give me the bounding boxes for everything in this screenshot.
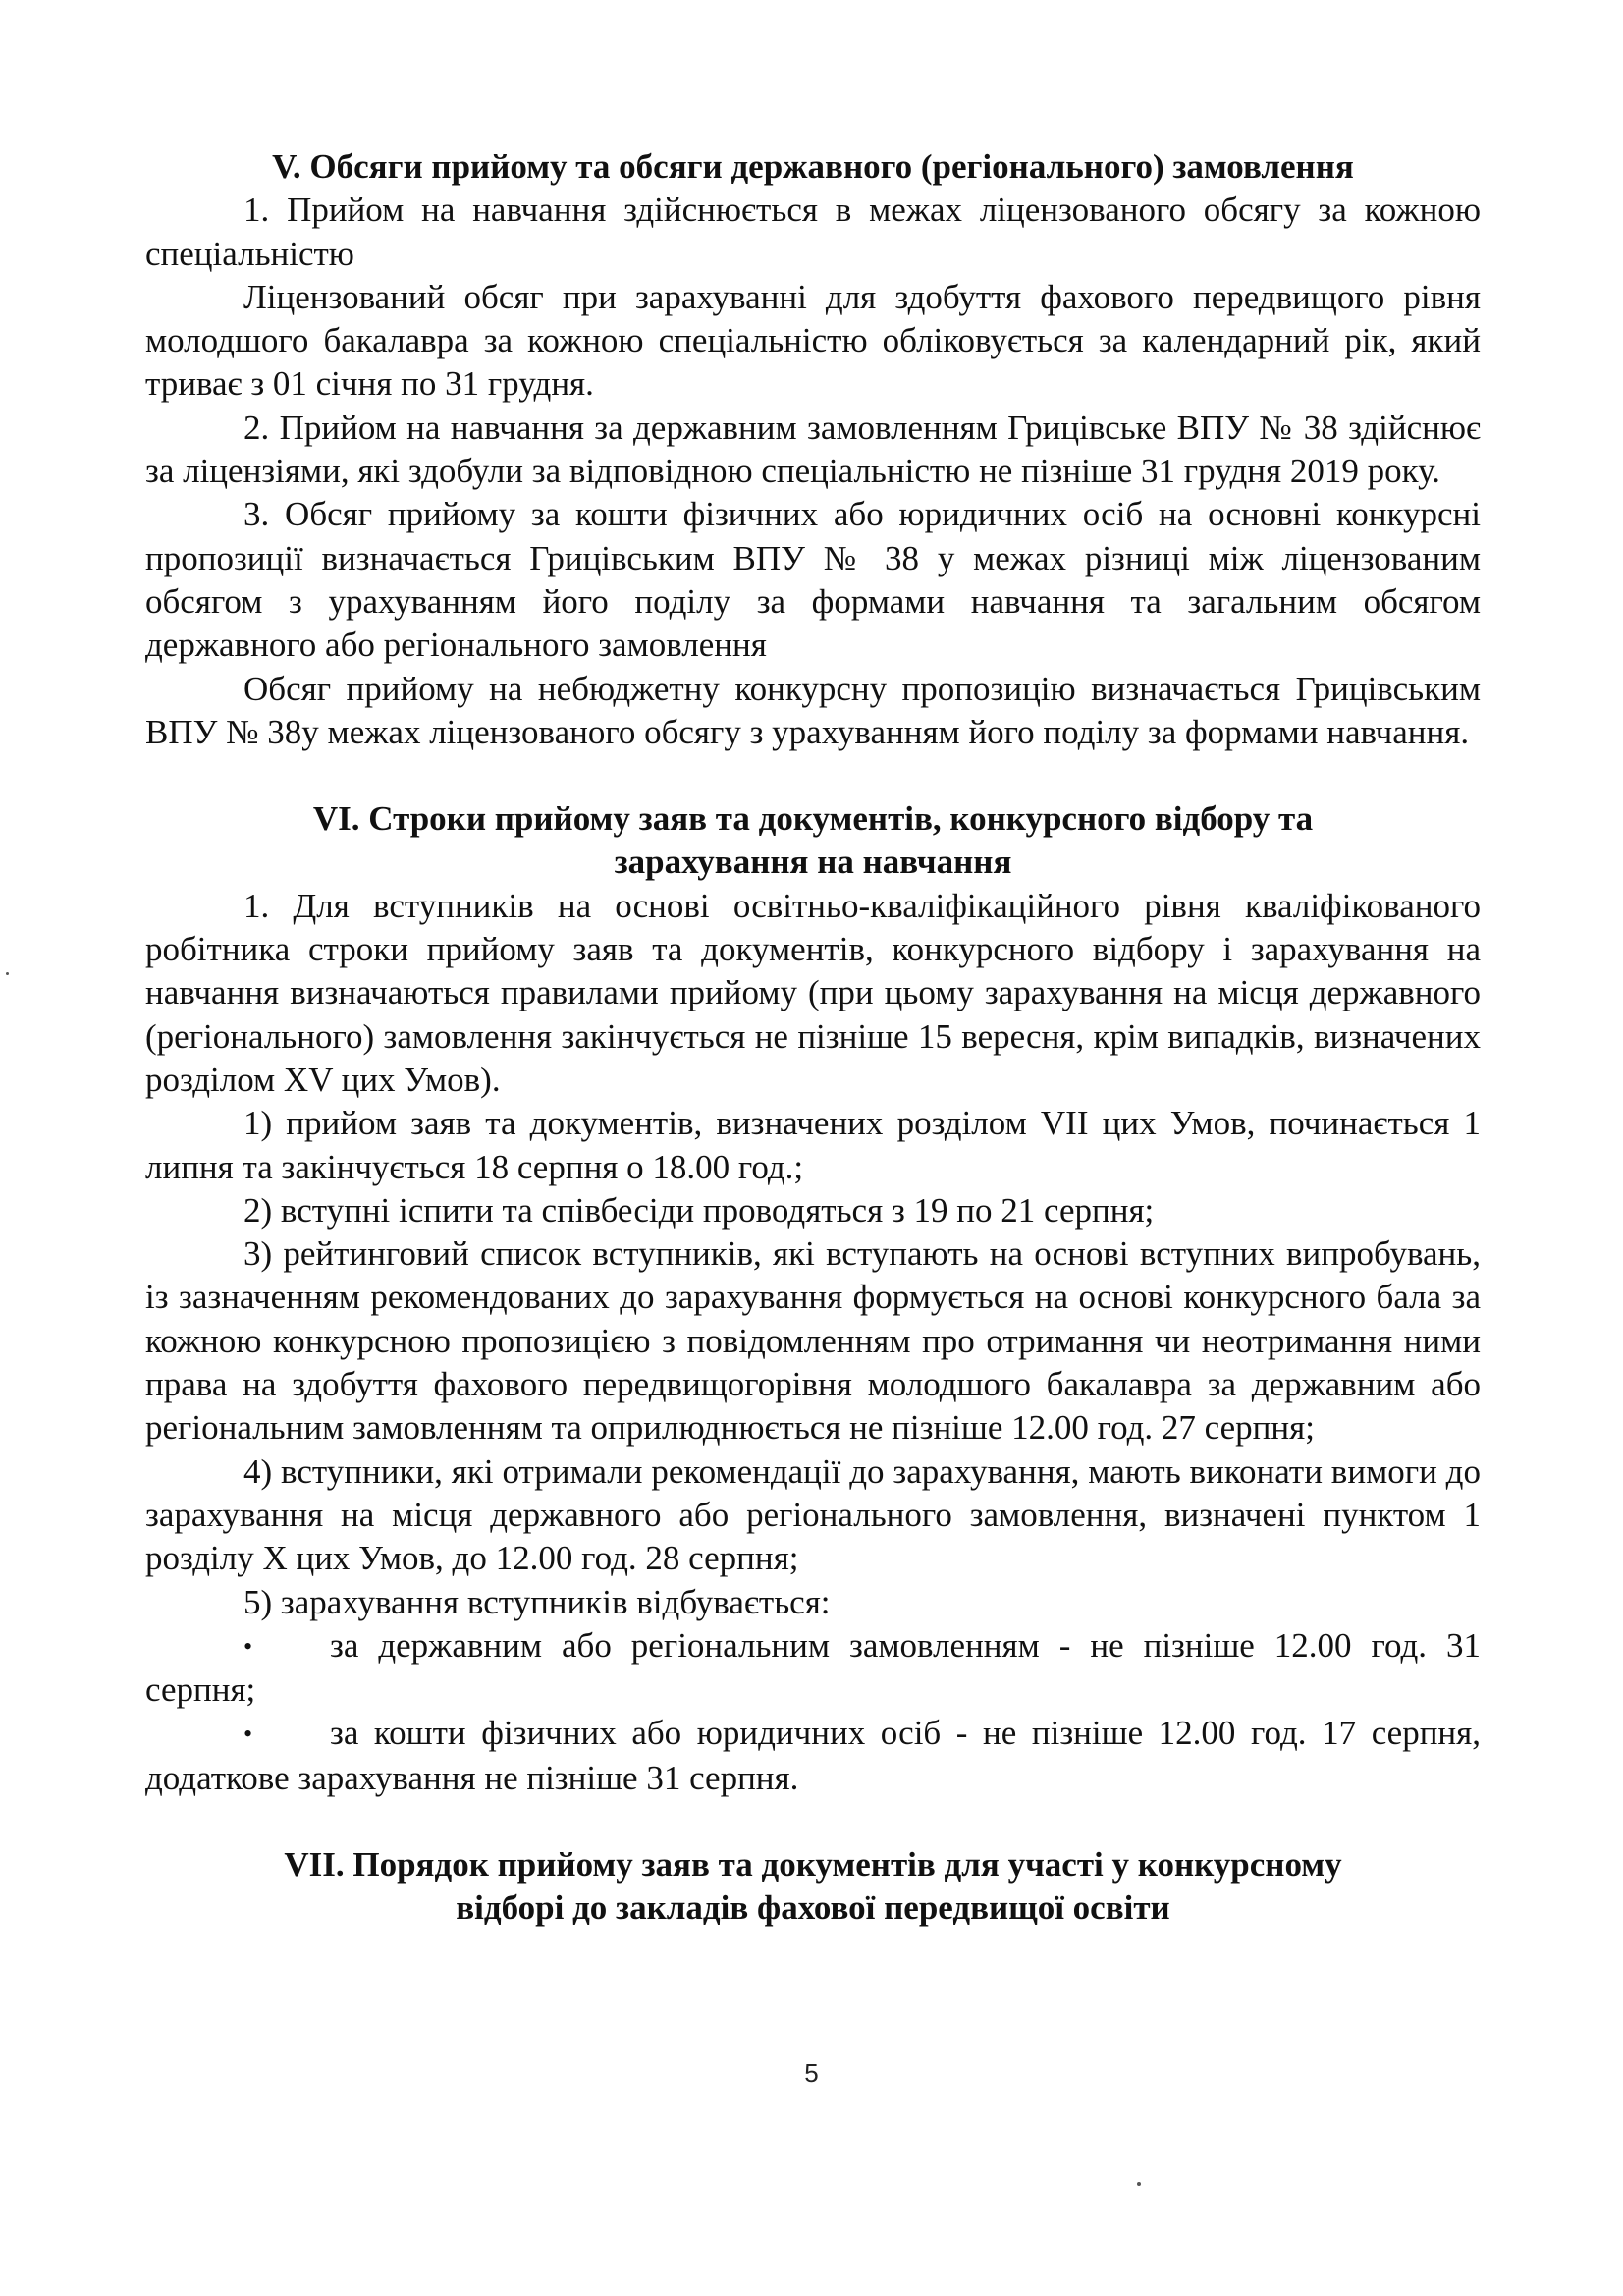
bullet-icon: •	[243, 1720, 253, 1749]
section-6-paragraph-2: 1) прийом заяв та документів, визначених розділом VІІ цих Умов, починається 1 липня та закінчується 18 серпня о 18.00 год.;	[145, 1104, 1481, 1186]
scan-speck	[1137, 2182, 1141, 2186]
section-6-paragraph-1: 1. Для вступників на основі освітньо-кваліфікаційного рівня кваліфікованого робітника строки прийому заяв та документів, конкурсного відбору і зарахування на навчання визначаються правилами прийому (при цьому зарахування на місця державного (регіонального) замовлення закінчується не пізніше 15 вересня, крім випадків, визначених розділом XV цих Умов).	[145, 886, 1481, 1099]
section-5-title: V. Обсяги прийому та обсяги державного (регіонального) замовлення	[272, 147, 1354, 186]
section-5-paragraph-5: Обсяг прийому на небюджетну конкурсну пропозицію визначається Грицівським ВПУ № 38у межах ліцензованого обсягу з урахуванням його поділу за формами навчання.	[145, 669, 1481, 751]
section-7-title	[145, 1843, 1481, 1931]
section-7-title-line-1: VII. Порядок прийому заяв та документів для участі у конкурсному	[284, 1844, 1342, 1884]
section-5-paragraph-3: 2. Прийом на навчання за державним замовленням Грицівське ВПУ № 38 здійснює за ліцензіями, які здобули за відповідною спеціальністю не пізніше 31 грудня 2019 року.	[145, 408, 1481, 491]
section-6-paragraph-4: 3) рейтинговий список вступників, які вступають на основі вступних випробувань, із зазначенням рекомендованих до зарахування формується на основі конкурсного бала за кожною конкурсною пропозицією з повідомленням про отримання чи неотримання ними права на здобуття фахового передвищогорівня молодшого бакалавра за державним або регіональним замовленням та оприлюднюється не пізніше 12.00 год. 27 серпня;	[145, 1234, 1481, 1448]
bullet-icon: •	[243, 1631, 253, 1661]
bullet-item-1-text: за державним або регіональним замовленням - не пізніше 12.00 год. 31 серпня;	[145, 1625, 1481, 1710]
section-spacer	[145, 1800, 1481, 1843]
bullet-item-2-text: за кошти фізичних або юридичних осіб - не пізніше 12.00 год. 17 серпня, додаткове зарахування не пізніше 31 серпня.	[145, 1714, 1481, 1797]
section-6-paragraph-3: 2) вступні іспити та співбесіди проводяться з 19 по 21 серпня;	[243, 1190, 1155, 1230]
section-5-paragraph-1: 1. Прийом на навчання здійснюється в межах ліцензованого обсягу за кожною спеціальністю	[145, 191, 1481, 273]
section-6-paragraph-5: 4) вступники, які отримали рекомендації до зарахування, мають виконати вимоги до зарахування на місця державного або регіонального замовлення, визначені пунктом 1 розділу Х цих Умов, до 12.00 год. 28 серпня;	[145, 1451, 1481, 1578]
section-5-paragraph-2: Ліцензований обсяг при зарахуванні для здобуття фахового передвищого рівня молодшого бакалавра за кожною спеціальністю обліковується за календарний рік, який триває з 01 січня по 31 грудня.	[145, 277, 1481, 404]
page-number: 5	[804, 2058, 819, 2088]
section-spacer	[145, 754, 1481, 797]
section-6-title	[145, 797, 1481, 885]
section-7-title-line-2: відборі до закладів фахової передвищої освіти	[456, 1888, 1170, 1928]
bullet-item-2	[145, 1712, 1481, 1800]
section-6-title-line-1: VI. Строки прийому заяв та документів, конкурсного відбору та	[312, 799, 1314, 839]
scan-speck	[6, 972, 9, 975]
section-6-paragraph-6: 5) зарахування вступників відбувається:	[243, 1582, 831, 1621]
document-body	[145, 145, 1481, 1931]
section-6-title-line-2: зарахування на навчання	[614, 843, 1012, 882]
bullet-item-1	[145, 1624, 1481, 1713]
section-5-paragraph-4: 3. Обсяг прийому за кошти фізичних або юридичних осіб на основні конкурсні пропозиції визначається Грицівським ВПУ № 38 у межах різниці між ліцензованим обсягом з урахуванням його поділу за формами навчання та загальним обсягом державного або регіонального замовлення	[145, 495, 1481, 665]
